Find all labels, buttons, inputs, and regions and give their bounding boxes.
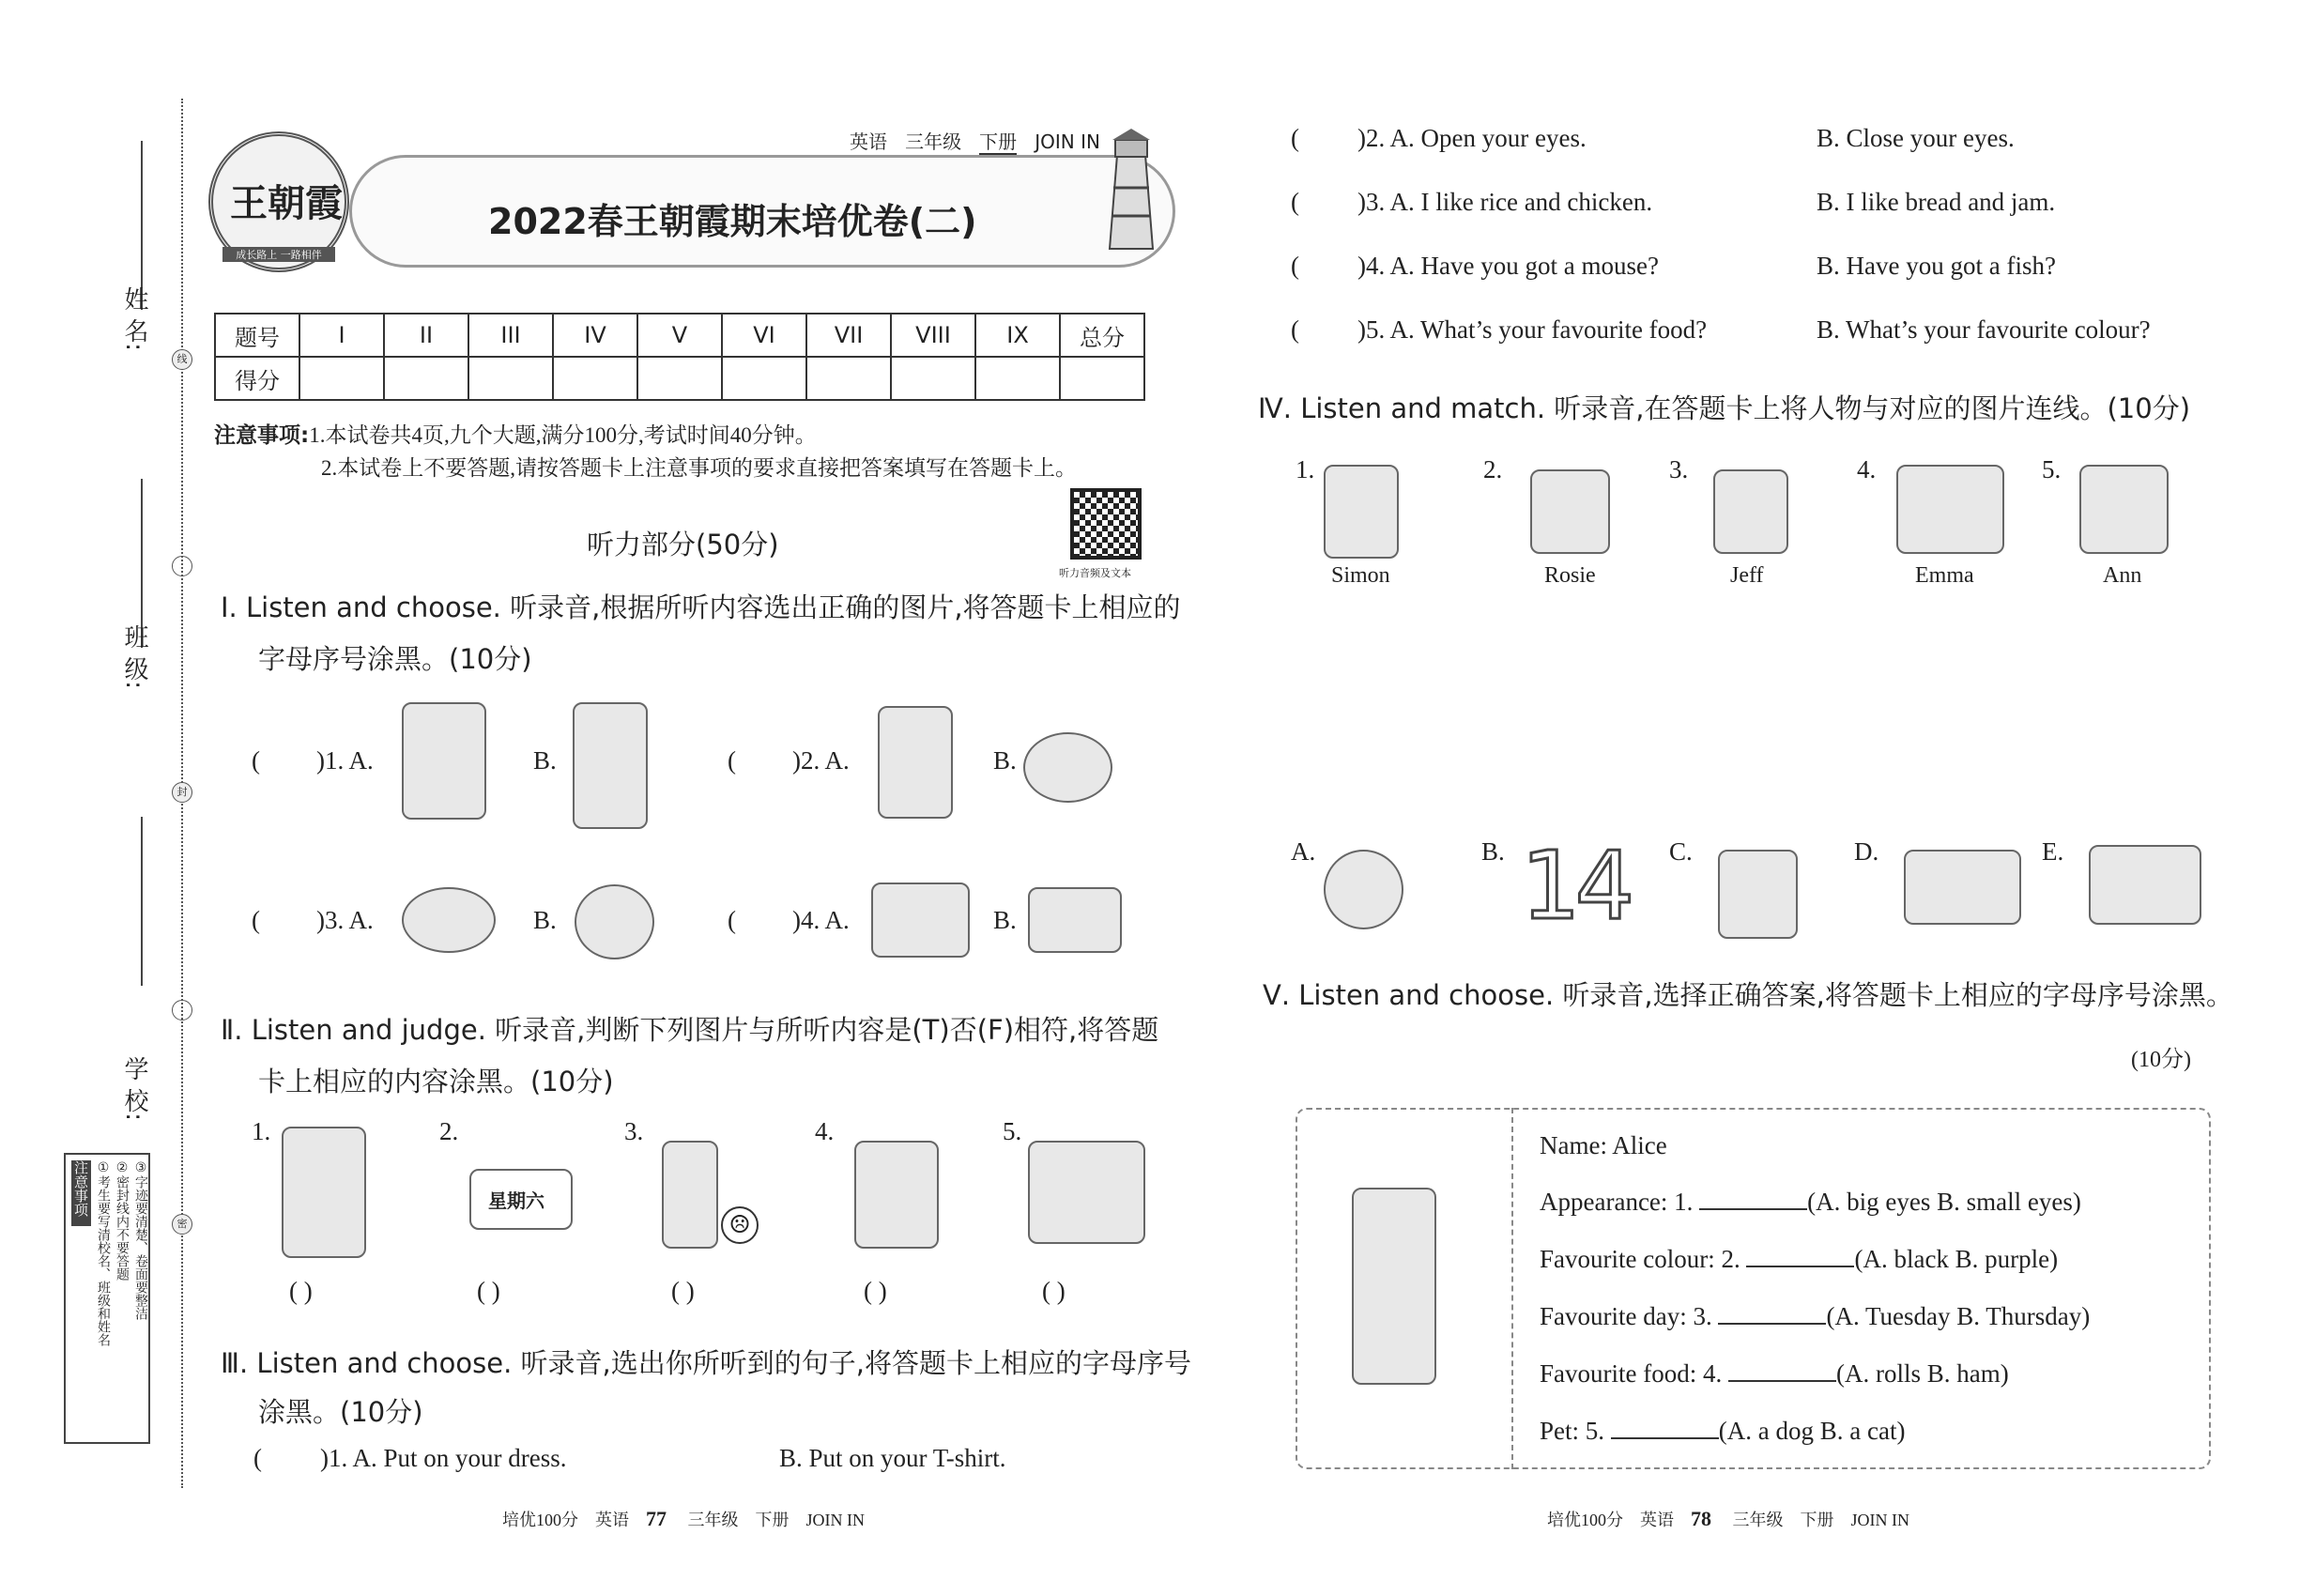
calendar-image[interactable]: [469, 1169, 573, 1230]
s2-num: 3.: [624, 1117, 644, 1145]
page-number: 77: [646, 1507, 667, 1530]
person-num: 5.: [2042, 455, 2062, 483]
answer-paren[interactable]: ( ): [289, 1277, 313, 1305]
brand-logo: [208, 131, 349, 272]
score-header-cell: V: [637, 314, 722, 357]
name-label: 姓 名:: [120, 286, 148, 352]
section2-title-cont: 卡上相应的内容涂黑。(10分): [258, 1066, 614, 1097]
answer-paren[interactable]: ( ): [1042, 1277, 1066, 1305]
alice-image: [1352, 1188, 1436, 1385]
hamster-image[interactable]: [1023, 732, 1112, 803]
section4-title: Ⅳ. Listen and match. 听录音,在答题卡上将人物与对应的图片连线。(10分): [1258, 392, 2191, 424]
q-text: )4. A. Have you got a mouse?: [1357, 252, 1659, 280]
s3-q1-b: B. Put on your T-shirt.: [779, 1444, 1006, 1472]
person-name: Emma: [1915, 563, 1974, 588]
class-label: 班 级:: [120, 624, 148, 690]
score-header-row: [215, 314, 1144, 357]
answer-blank[interactable]: [1699, 1208, 1807, 1210]
lighthouse-icon: [1080, 127, 1183, 258]
q-label: )3. A.: [316, 906, 374, 934]
section3-title: Ⅲ. Listen and choose. 听录音,选出你所听到的句子,将答题卡上相应的字母序号: [221, 1347, 1191, 1379]
q-label: )2. A.: [792, 746, 850, 775]
q-text: )1. A. Put on your dress.: [320, 1444, 567, 1472]
s3-q4-b: B. Have you got a fish?: [1817, 252, 2056, 280]
skirt-image[interactable]: [1904, 850, 2021, 925]
school-label: 学 校:: [120, 1056, 148, 1122]
line-label: Favourite food: 4.: [1540, 1359, 1723, 1388]
section5-title: Ⅴ. Listen and choose. 听录音,选择正确答案,将答题卡上相应的字母序号涂黑。: [1263, 979, 2233, 1011]
person-num: 4.: [1857, 455, 1877, 483]
score-cell[interactable]: [384, 357, 468, 400]
answer-blank[interactable]: [1611, 1437, 1719, 1439]
section2-title: Ⅱ. Listen and judge. 听录音,判断下列图片与所听内容是(T)否(F)相符,将答题: [221, 1014, 1159, 1046]
school-blank-line: [141, 817, 143, 986]
q-text: )2. A. Open your eyes.: [1357, 124, 1587, 152]
line-label: Appearance: 1.: [1540, 1188, 1694, 1216]
class-blank-line: [141, 479, 143, 648]
score-cell[interactable]: [468, 357, 553, 400]
person-num: 1.: [1296, 455, 1315, 483]
pic-letter: E.: [2042, 837, 2064, 866]
footer-text: JOIN IN: [1850, 1511, 1909, 1529]
score-header-cell: IX: [975, 314, 1060, 357]
pic-letter: C.: [1669, 837, 1693, 866]
s1-q1: [252, 746, 374, 775]
section5-score: (10分): [2131, 1048, 2191, 1072]
qr-caption: 听力音频及文本: [1059, 567, 1131, 579]
s2-num: 4.: [815, 1117, 835, 1145]
score-header-cell: 题号: [215, 314, 299, 357]
footer-left: [502, 1507, 865, 1531]
s1-q3: [252, 906, 374, 935]
score-cell[interactable]: [806, 357, 891, 400]
footer-text: 培优100分: [1547, 1511, 1623, 1529]
noodles-bowl-image[interactable]: [402, 887, 496, 953]
score-header-cell: 总分: [1060, 314, 1144, 357]
binding-mark-feng: 封: [172, 782, 192, 803]
page-number: 78: [1691, 1507, 1711, 1530]
card-divider: [1511, 1108, 1513, 1469]
score-cell[interactable]: [891, 357, 975, 400]
simon-portrait[interactable]: [1324, 465, 1399, 559]
score-header-cell: III: [468, 314, 553, 357]
header-meta: [850, 127, 1100, 154]
header-subject: 英语: [850, 130, 887, 153]
score-value-row: [215, 357, 1144, 400]
footer-text: 英语: [595, 1511, 629, 1529]
logo-subtitle: 成长路上 一路相伴: [222, 247, 335, 262]
notes-label: 注意事项:: [214, 423, 310, 448]
score-cell[interactable]: [299, 357, 384, 400]
binding-note: ②密封线内不要答题: [115, 1160, 130, 1281]
score-row-label: 得分: [215, 357, 299, 400]
rosie-portrait[interactable]: [1530, 469, 1610, 554]
binding-note: ③字迹要清楚、卷面要整洁: [133, 1160, 148, 1320]
s2-num: 5.: [1003, 1117, 1022, 1145]
option-b: B.: [533, 906, 557, 934]
score-cell[interactable]: [975, 357, 1060, 400]
footer-text: 培优100分: [502, 1511, 578, 1529]
paren: (: [728, 906, 736, 934]
s1-q4: [728, 906, 850, 935]
tiger-image[interactable]: [282, 1127, 366, 1258]
section3-title-cont: 涂黑。(10分): [258, 1396, 423, 1428]
score-cell[interactable]: [722, 357, 806, 400]
binding-note: ①考生要写清校名、班级和姓名: [96, 1160, 111, 1346]
option-b: B.: [533, 746, 557, 775]
person-name: Rosie: [1544, 563, 1596, 588]
notes-line: 2.本试卷上不要答题,请按答题卡上注意事项的要求直接把答案填写在答题卡上。: [321, 456, 1077, 480]
notes-title: 注意事项: [71, 1160, 91, 1226]
s5-line-1: [1540, 1188, 2081, 1217]
score-cell[interactable]: [637, 357, 722, 400]
calendar-text: 星期六: [488, 1189, 544, 1212]
footer-text: 下册: [1800, 1511, 1834, 1529]
s2-num: 2.: [439, 1117, 459, 1145]
milk-carton-image[interactable]: [662, 1141, 718, 1249]
emma-portrait[interactable]: [1896, 465, 2004, 554]
s2-num: 1.: [252, 1117, 271, 1145]
s3-q2-b: B. Close your eyes.: [1817, 124, 2015, 152]
answer-blank[interactable]: [1746, 1266, 1854, 1267]
s3-q3-b: B. I like bread and jam.: [1817, 188, 2056, 216]
answer-paren[interactable]: ( ): [671, 1277, 695, 1305]
girl-crying-image[interactable]: [402, 702, 486, 820]
person-num: 3.: [1669, 455, 1689, 483]
header-grade: 三年级: [905, 130, 962, 153]
paren: (: [252, 746, 260, 775]
footer-text: 三年级: [1732, 1511, 1784, 1529]
binding-hole: [172, 556, 192, 576]
binding-notes-box: [64, 1153, 150, 1444]
line-options: (A. black B. purple): [1854, 1245, 2059, 1273]
popcorn-image[interactable]: [1718, 850, 1798, 939]
answer-paren[interactable]: ( ): [477, 1277, 500, 1305]
line-label: Pet: 5.: [1540, 1417, 1605, 1445]
dragon-image[interactable]: [1028, 1141, 1145, 1244]
cat-image[interactable]: [854, 1141, 939, 1249]
line-options: (A. big eyes B. small eyes): [1807, 1188, 2081, 1216]
score-table: [214, 313, 1145, 401]
header-edition: JOIN IN: [1035, 130, 1100, 153]
notes-line: 1.本试卷共4页,九个大题,满分100分,考试时间40分钟。: [309, 423, 817, 447]
answer-blank[interactable]: [1728, 1380, 1836, 1382]
person-name: Simon: [1331, 563, 1390, 588]
s1-q2: [728, 746, 850, 775]
panda-image[interactable]: [878, 706, 953, 819]
footer-text: 英语: [1640, 1511, 1674, 1529]
jeff-portrait[interactable]: [1713, 469, 1788, 554]
section1-title: Ⅰ. Listen and choose. 听录音,根据所听内容选出正确的图片,将答题卡上相应的: [221, 591, 1181, 623]
hamburger-image[interactable]: [575, 884, 654, 959]
footer-text: JOIN IN: [805, 1511, 865, 1529]
paren: (: [728, 746, 736, 775]
shoes-image[interactable]: [1028, 887, 1122, 953]
s3-q5: ( )5. A. What’s your favourite food?: [1291, 315, 1708, 344]
s3-q1: ( )1. A. Put on your dress.: [253, 1444, 567, 1472]
binding-mark-mi: 密: [172, 1214, 192, 1235]
section1-title-cont: 字母序号涂黑。(10分): [258, 643, 532, 675]
qr-code[interactable]: [1070, 488, 1142, 560]
score-header-cell: VII: [806, 314, 891, 357]
score-header-cell: II: [384, 314, 468, 357]
s5-line-2: [1540, 1245, 2058, 1274]
socks-image[interactable]: [871, 882, 970, 958]
exam-notes: [214, 418, 817, 449]
s3-q2: ( )2. A. Open your eyes.: [1291, 124, 1587, 152]
s3-q5-b: B. What’s your favourite colour?: [1817, 315, 2151, 344]
line-label: Favourite day: 3.: [1540, 1302, 1712, 1330]
line-options: (A. a dog B. a cat): [1718, 1417, 1906, 1445]
q-text: )3. A. I like rice and chicken.: [1357, 188, 1653, 216]
footer-text: 三年级: [687, 1511, 739, 1529]
line-options: (A. rolls B. ham): [1835, 1359, 2009, 1388]
alice-name: Name: Alice: [1540, 1131, 1667, 1159]
pic-letter: A.: [1291, 837, 1316, 866]
score-header-cell: IV: [553, 314, 637, 357]
page-title: 2022春王朝霞期末培优卷(二): [488, 201, 977, 242]
name-blank-line: [141, 141, 143, 310]
option-b: B.: [993, 906, 1017, 934]
score-header-cell: I: [299, 314, 384, 357]
person-name: Jeff: [1730, 563, 1764, 588]
binding-hole: [172, 1000, 192, 1021]
answer-blank[interactable]: [1718, 1323, 1826, 1325]
paren: (: [252, 906, 260, 934]
q-text: )5. A. What’s your favourite food?: [1357, 315, 1708, 344]
parrot-image[interactable]: [2089, 845, 2201, 925]
person-num: 2.: [1483, 455, 1503, 483]
s5-line-5: [1540, 1417, 1905, 1446]
score-header-cell: VI: [722, 314, 806, 357]
listening-title: 听力部分(50分): [587, 529, 779, 560]
person-name: Ann: [2103, 563, 2142, 588]
answer-paren[interactable]: ( ): [864, 1277, 887, 1305]
s3-q3: ( )3. A. I like rice and chicken.: [1291, 188, 1653, 216]
q-label: )1. A.: [316, 746, 374, 775]
s5-line-4: [1540, 1359, 2009, 1389]
score-cell[interactable]: [1060, 357, 1144, 400]
pic-letter: D.: [1854, 837, 1879, 866]
s3-q4: ( )4. A. Have you got a mouse?: [1291, 252, 1659, 280]
score-cell[interactable]: [553, 357, 637, 400]
s5-line-3: [1540, 1302, 2090, 1331]
number-14-image[interactable]: 14: [1521, 831, 1630, 941]
option-b: B.: [993, 746, 1017, 775]
score-header-cell: VIII: [891, 314, 975, 357]
logo-text: 王朝霞: [230, 182, 343, 225]
header-term: 下册: [979, 130, 1018, 153]
angry-face-image[interactable]: [1324, 850, 1403, 929]
line-options: (A. Tuesday B. Thursday): [1826, 1302, 2091, 1330]
q-label: )4. A.: [792, 906, 850, 934]
sad-face-icon: ☹: [721, 1206, 759, 1244]
footer-text: 下册: [755, 1511, 790, 1529]
ann-portrait[interactable]: [2079, 465, 2169, 554]
line-label: Favourite colour: 2.: [1540, 1245, 1740, 1273]
pic-letter: B.: [1481, 837, 1505, 866]
girl-cold-image[interactable]: [573, 702, 648, 829]
footer-right: [1547, 1507, 1909, 1531]
binding-mark-xian: 线: [172, 349, 192, 370]
